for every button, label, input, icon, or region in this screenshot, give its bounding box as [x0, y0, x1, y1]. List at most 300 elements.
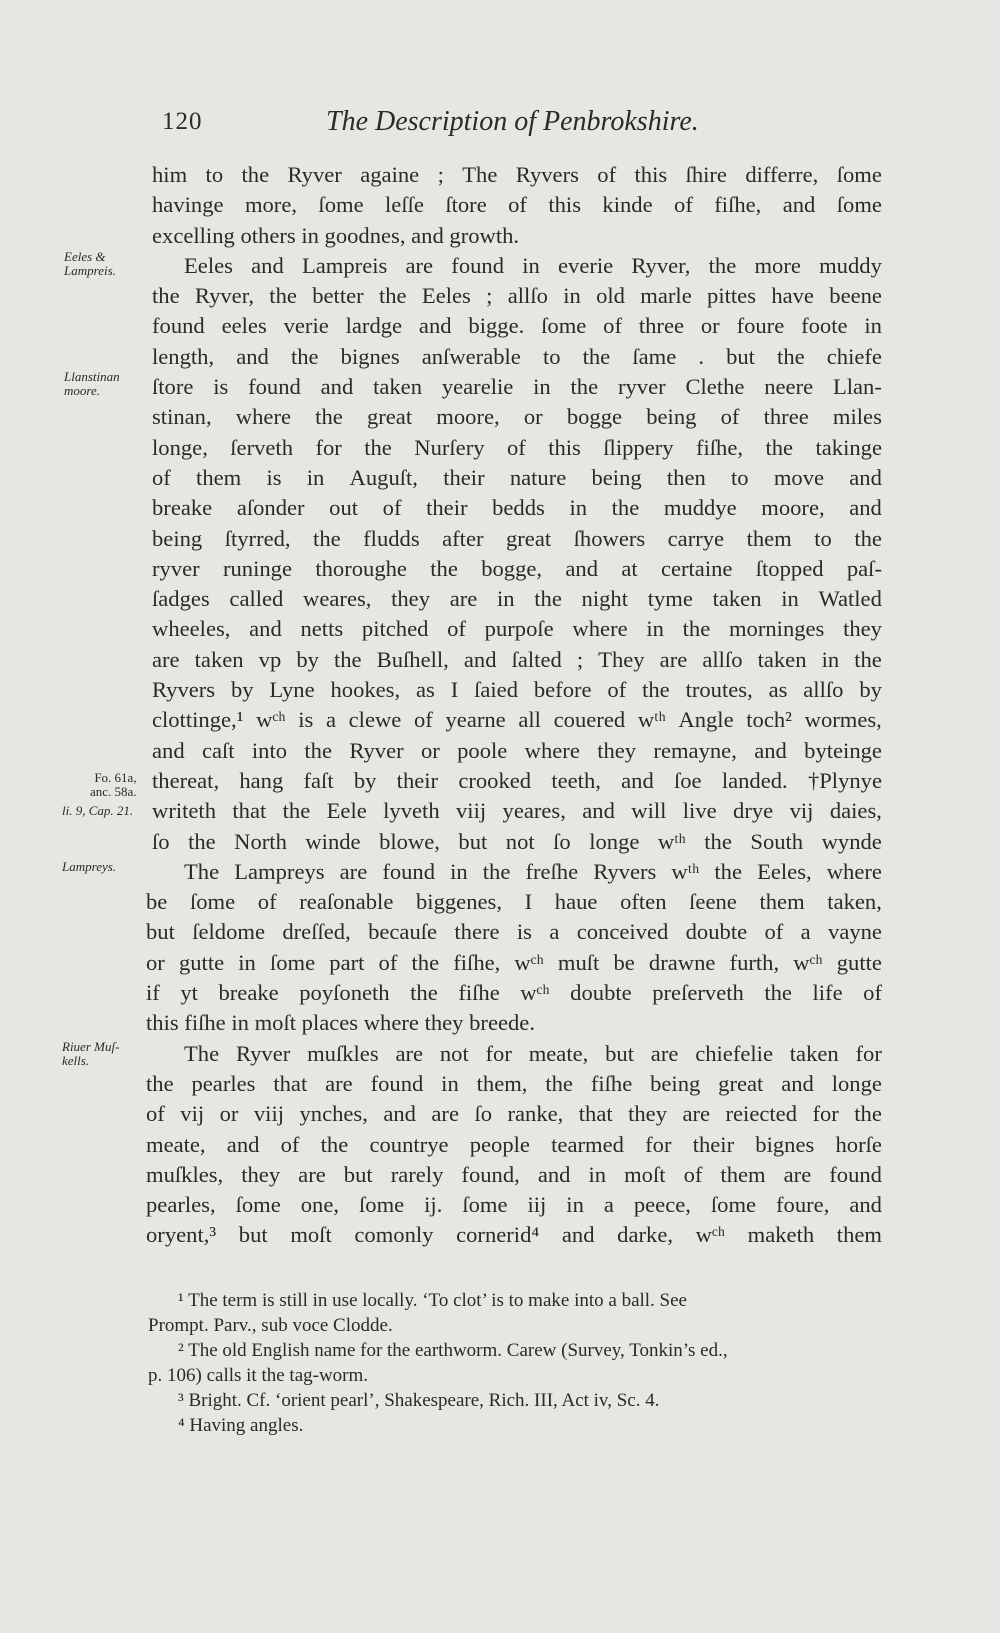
word: one,	[300, 1192, 340, 1218]
text-line	[146, 463, 882, 493]
page-number: 120	[162, 108, 203, 135]
text-line	[146, 1220, 882, 1250]
word: clewe	[348, 707, 402, 733]
word: the	[146, 1070, 174, 1096]
word: taken	[373, 374, 423, 400]
word: this	[548, 434, 581, 460]
word: this	[548, 192, 582, 218]
word: and	[152, 737, 185, 763]
word: the	[682, 616, 711, 642]
word: foure	[736, 313, 785, 339]
word: blowe,	[379, 828, 440, 854]
word: are	[298, 1161, 326, 1187]
text-line	[146, 433, 882, 463]
word: ſeldome	[192, 919, 265, 945]
word: life	[812, 980, 843, 1006]
word: before	[533, 677, 592, 703]
word: the	[570, 374, 599, 400]
text-line	[146, 766, 882, 796]
word: they	[391, 586, 431, 612]
word: the	[642, 677, 670, 703]
word: and	[561, 1222, 595, 1248]
word: the	[411, 949, 440, 975]
word: longe,	[152, 434, 208, 460]
word: wᶜʰ	[520, 980, 550, 1006]
word: toch²	[746, 707, 792, 733]
text-line	[146, 372, 882, 402]
word: meate,	[146, 1131, 206, 1157]
margin-note-line: kells.	[62, 1053, 90, 1068]
word: poyſoneth	[299, 980, 390, 1006]
text-line	[146, 311, 882, 341]
word: them	[836, 1222, 882, 1248]
footnotes	[148, 1288, 884, 1438]
word: of	[382, 495, 402, 521]
word: daies,	[829, 798, 882, 824]
word: yearelie	[441, 374, 514, 400]
word: and	[236, 343, 269, 369]
word: the	[430, 555, 458, 581]
word: to	[731, 464, 749, 490]
text-line	[146, 1160, 882, 1190]
word: They	[598, 646, 645, 672]
word: better	[312, 283, 364, 309]
word: to	[814, 525, 832, 551]
word: wormes,	[804, 707, 882, 733]
word: wᵗʰ	[657, 828, 686, 854]
word: called	[229, 586, 284, 612]
word: landed.	[721, 767, 788, 793]
word: that	[273, 1070, 308, 1096]
word: in	[496, 586, 515, 612]
word: longe	[831, 1070, 882, 1096]
word: longe	[589, 828, 640, 854]
word: ;	[486, 283, 493, 309]
word: their	[396, 767, 439, 793]
word: of	[280, 1131, 300, 1157]
margin-note-folio	[90, 771, 137, 799]
word: by	[353, 767, 377, 793]
text-line	[146, 1069, 882, 1099]
word: doubte	[685, 919, 748, 945]
word: where	[826, 858, 882, 884]
word: viij	[253, 1101, 285, 1127]
word: ſo	[553, 828, 571, 854]
word: of	[506, 434, 526, 460]
word: this	[634, 162, 668, 187]
word: and	[782, 192, 816, 218]
word: the	[708, 252, 737, 278]
word: and	[582, 798, 615, 824]
word: Eeles	[184, 252, 233, 278]
word: biggenes,	[416, 889, 502, 915]
word: as	[768, 677, 788, 703]
word: ſome	[836, 192, 882, 218]
word: people	[469, 1131, 530, 1157]
word: be	[146, 889, 168, 915]
word: fiſhe,	[453, 949, 501, 975]
word: of	[764, 919, 784, 945]
word: where	[235, 404, 291, 430]
word: the	[152, 283, 180, 309]
word: netts	[300, 616, 344, 642]
word: vij	[789, 798, 814, 824]
word: found	[248, 374, 301, 400]
word: them	[720, 1161, 766, 1187]
word: wᶜʰ	[514, 949, 544, 975]
word: ſo	[152, 828, 170, 854]
word: allſo	[702, 646, 743, 672]
word: verie	[283, 313, 329, 339]
word: remayne,	[653, 737, 737, 763]
word: muſt	[557, 949, 600, 975]
word: tearmed	[551, 1131, 624, 1157]
word: in	[238, 949, 256, 975]
word: ſhire	[685, 162, 727, 187]
word: writeth	[152, 798, 216, 824]
word: againe	[360, 162, 420, 187]
word: Buſhell,	[376, 646, 449, 672]
word: wynde	[821, 828, 882, 854]
paragraph-start-line	[146, 251, 882, 281]
word: weares,	[303, 586, 372, 612]
word: taken,	[827, 889, 882, 915]
word: Ryvers	[593, 858, 657, 884]
word: miles	[832, 404, 882, 430]
word: found,	[461, 1161, 520, 1187]
paragraph-start-line	[146, 1039, 882, 1069]
word: conceived	[576, 919, 669, 945]
word: chiefelie	[695, 1040, 773, 1066]
word: ſeene	[689, 889, 737, 915]
word: taken	[757, 646, 807, 672]
word: part	[329, 949, 365, 975]
word: are	[783, 1161, 812, 1187]
word: wᶜʰ	[695, 1222, 725, 1248]
word: nature	[509, 464, 567, 490]
word: ſome	[189, 889, 236, 915]
word: of	[683, 1161, 703, 1187]
word: have	[771, 283, 814, 309]
word: the	[764, 980, 792, 1006]
word: ſhowers	[573, 525, 646, 551]
footnote-1: ¹ The term is still in use locally. ‘To clot’ is to make into a ball. See	[178, 1290, 687, 1311]
word: lyveth	[383, 798, 440, 824]
word: reiected	[725, 1101, 797, 1127]
word: Ryver,	[194, 283, 254, 309]
body-text	[146, 160, 882, 1251]
word: great	[366, 404, 413, 430]
word: cornerid⁴	[456, 1222, 540, 1248]
word: being	[591, 464, 642, 490]
word: Llan-	[832, 374, 882, 400]
paragraph-start-line	[146, 857, 882, 887]
word: move	[773, 464, 825, 490]
text-line	[146, 796, 882, 826]
word: and	[251, 252, 284, 278]
word: morninges	[728, 616, 825, 642]
word: more,	[244, 192, 298, 218]
word: ryver	[617, 374, 666, 400]
word: ij.	[424, 1192, 443, 1218]
word: everie	[558, 252, 614, 278]
word: the	[304, 737, 332, 763]
word: bogge,	[481, 555, 543, 581]
word: fiſhe	[458, 980, 500, 1006]
word: the	[282, 798, 311, 824]
word: found	[382, 858, 436, 884]
word: fludds	[363, 525, 420, 551]
word: or	[523, 404, 543, 430]
word: great	[718, 1070, 764, 1096]
word: being	[152, 525, 203, 551]
word: them,	[476, 1070, 528, 1096]
word: that	[578, 1101, 613, 1127]
text-line	[146, 493, 882, 523]
word: three	[638, 313, 685, 339]
word: often	[620, 889, 667, 915]
word: Auguſt,	[349, 464, 418, 490]
word: wᵗʰ	[671, 858, 700, 884]
word: rarely	[390, 1161, 444, 1187]
text-line	[146, 948, 882, 978]
footnote-4: ⁴ Having angles.	[178, 1415, 304, 1436]
word: of	[607, 677, 627, 703]
word: is	[266, 464, 282, 490]
word: fiſhe,	[695, 434, 744, 460]
word: the	[534, 586, 562, 612]
word: differre,	[745, 162, 819, 187]
word: they	[843, 616, 882, 642]
word: pearles,	[146, 1192, 216, 1218]
word: allſo	[803, 677, 844, 703]
text-line	[146, 584, 882, 614]
word: will	[631, 798, 667, 824]
word: comonly	[354, 1222, 434, 1248]
word: ſome	[359, 1192, 405, 1218]
word: foote	[801, 313, 848, 339]
word: countrye	[369, 1131, 449, 1157]
word: their	[426, 495, 468, 521]
word: in	[566, 1192, 584, 1218]
word: muddy	[819, 252, 882, 278]
word: and	[621, 767, 654, 793]
word: foure,	[776, 1192, 830, 1218]
word: South	[750, 828, 804, 854]
margin-note-pliny	[62, 804, 133, 818]
word: at	[621, 555, 638, 581]
word: pitched	[361, 616, 429, 642]
word: faſt	[303, 767, 334, 793]
word: marle	[640, 283, 692, 309]
word: after	[442, 525, 484, 551]
word: for	[812, 1101, 839, 1127]
word: caſt	[201, 737, 235, 763]
word: of	[146, 1101, 165, 1127]
word: where	[572, 616, 628, 642]
word: them	[759, 889, 805, 915]
word: of	[720, 404, 740, 430]
word: havinge	[152, 192, 224, 218]
word: ſo	[474, 1101, 493, 1127]
word: more	[754, 252, 801, 278]
word: wheeles,	[152, 616, 231, 642]
word: in	[864, 313, 882, 339]
word: doubte	[570, 980, 632, 1006]
word: Lyne	[269, 677, 315, 703]
word: crooked	[458, 767, 532, 793]
word: of	[447, 616, 466, 642]
word: taken	[712, 586, 762, 612]
margin-note-line: Lampreis.	[64, 263, 116, 278]
text-line	[146, 1190, 882, 1220]
word: the	[315, 404, 343, 430]
word: them	[746, 525, 792, 551]
word: clottinge,¹	[152, 707, 244, 733]
word: ſome	[710, 1192, 757, 1218]
word: wᵗʰ	[637, 707, 666, 733]
word: the	[854, 525, 882, 551]
word: taken	[789, 1040, 839, 1066]
word: drawne	[648, 949, 716, 975]
word: iij	[527, 1192, 547, 1218]
margin-note-line: li. 9, Cap. 21.	[62, 803, 134, 818]
word: and	[320, 374, 354, 400]
word: to	[205, 162, 224, 187]
word: if	[146, 980, 160, 1006]
word: Ryvers	[515, 162, 579, 187]
word: fiſhe	[590, 1070, 633, 1096]
text-line	[146, 978, 882, 1008]
word: and	[849, 495, 882, 521]
word: ſome	[235, 1192, 281, 1218]
word: meate,	[528, 1040, 589, 1066]
word: the	[854, 646, 882, 672]
word: Lampreis	[301, 252, 388, 278]
word: a	[549, 919, 560, 945]
word: in	[781, 586, 799, 612]
word: the	[320, 1131, 349, 1157]
text-line	[146, 614, 882, 644]
word: ſadges	[152, 586, 210, 612]
margin-note-line: Lampreys.	[62, 859, 117, 874]
word: bedds	[492, 495, 545, 521]
word: reaſonable	[299, 889, 394, 915]
word: purpoſe	[484, 616, 554, 642]
word: found	[829, 1161, 882, 1187]
word: the	[188, 828, 216, 854]
word: in	[306, 464, 325, 490]
word: beene	[829, 283, 882, 309]
word: the	[777, 343, 805, 369]
word: of	[863, 980, 882, 1006]
word: old	[596, 283, 625, 309]
word: troutes,	[685, 677, 753, 703]
word: the	[333, 646, 362, 672]
word: wᶜʰ	[256, 707, 286, 733]
word: not	[505, 828, 535, 854]
word: becauſe	[368, 919, 438, 945]
word: the	[290, 343, 319, 369]
word: leſſe	[385, 192, 424, 218]
word: maketh	[747, 1222, 815, 1248]
word: length,	[152, 343, 215, 369]
text-line	[146, 705, 882, 735]
word: where	[524, 737, 580, 763]
word: found	[370, 1070, 424, 1096]
word: found	[451, 252, 505, 278]
word: of	[508, 192, 527, 218]
word: in	[441, 1070, 459, 1096]
word: in	[588, 1161, 607, 1187]
word: in	[450, 858, 468, 884]
word: are	[152, 646, 180, 672]
word: oryent,³	[146, 1222, 217, 1248]
word: and	[537, 1161, 571, 1187]
word: winde	[305, 828, 361, 854]
word: yeares,	[502, 798, 566, 824]
word: Eele	[326, 798, 367, 824]
text-line	[146, 917, 882, 947]
word: The	[462, 162, 498, 187]
text-line	[146, 524, 882, 554]
word: I	[450, 677, 459, 703]
word: in	[563, 283, 581, 309]
word: are	[395, 1040, 424, 1066]
word: gutte	[178, 949, 225, 975]
word: pittes	[707, 283, 756, 309]
word: vayne	[828, 919, 882, 945]
word: ſome	[318, 192, 364, 218]
margin-note-lampreys	[62, 860, 116, 874]
word: of	[378, 949, 398, 975]
running-title: The Description of Penbrokshire.	[326, 106, 699, 137]
word: be	[613, 949, 635, 975]
word: in	[569, 495, 588, 521]
word: or	[219, 1101, 239, 1127]
word: the	[714, 858, 742, 884]
word: The	[184, 1040, 220, 1066]
word: but	[605, 1040, 634, 1066]
word: of	[674, 192, 693, 218]
word: Ryver,	[631, 252, 691, 278]
word: they	[597, 737, 637, 763]
word: is	[213, 374, 229, 400]
word: gutte	[836, 949, 882, 975]
word: breake	[218, 980, 279, 1006]
margin-notes	[0, 0, 160, 1633]
word: by	[296, 646, 319, 672]
text-line	[146, 342, 882, 372]
word: Ryver	[235, 1040, 291, 1066]
word: and	[463, 646, 497, 672]
word: of	[597, 162, 617, 187]
word: ;	[576, 646, 584, 672]
word: and	[383, 1101, 416, 1127]
word: to	[542, 343, 561, 369]
word: ſtore	[445, 192, 487, 218]
word: muſkles	[307, 1040, 379, 1066]
word: as	[416, 677, 435, 703]
word: lardge	[345, 313, 403, 339]
word: they	[628, 1101, 667, 1127]
word: ranke,	[507, 1101, 564, 1127]
word: but	[238, 1222, 268, 1248]
word: haue	[554, 889, 598, 915]
word: moſt	[290, 1222, 332, 1248]
word: a	[603, 1192, 614, 1218]
word: the	[704, 828, 732, 854]
